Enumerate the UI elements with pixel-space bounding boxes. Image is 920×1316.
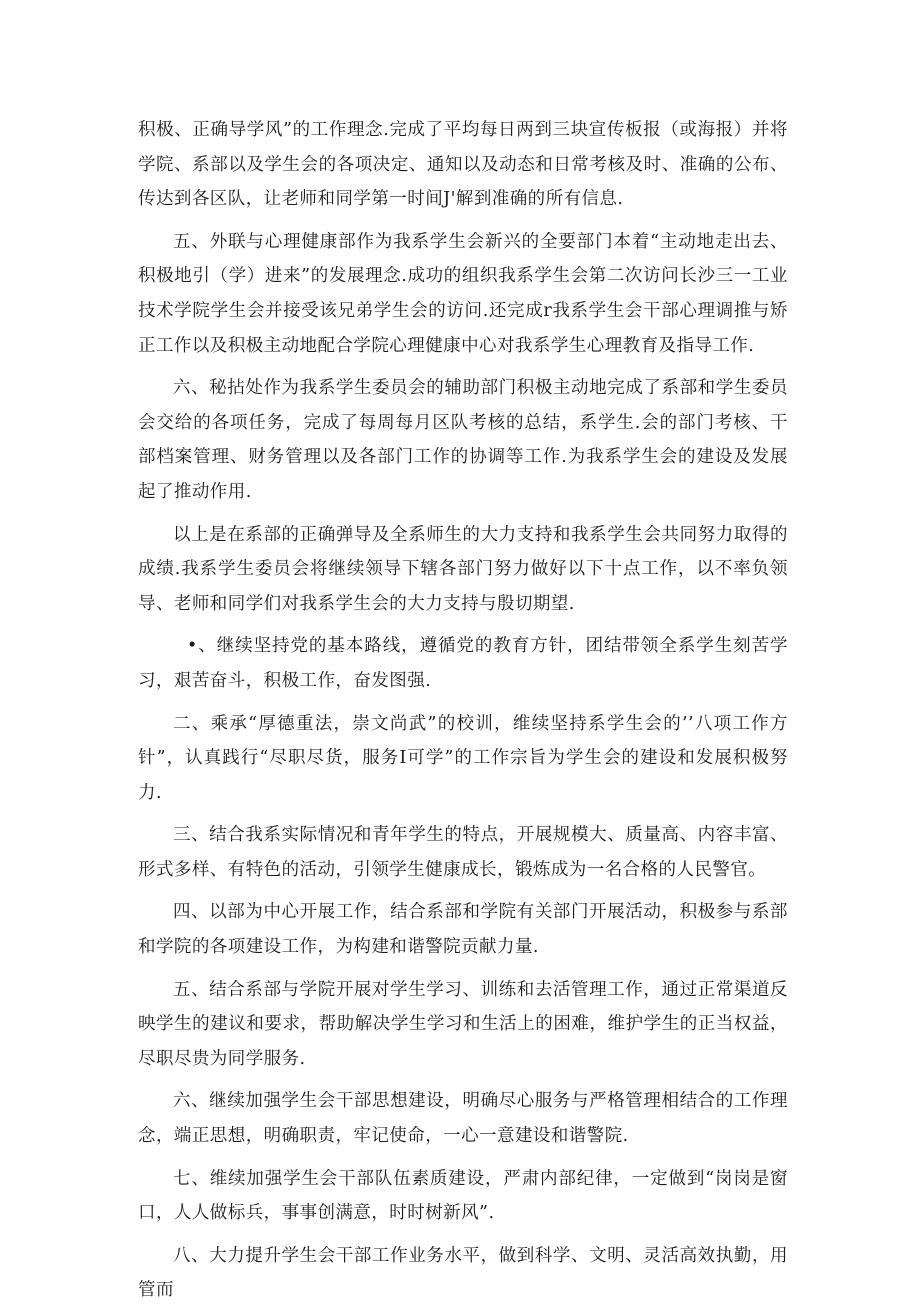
paragraph-item-3: 三、结合我系实际情况和青年学生的特点，开展规模大、质量高、内容丰富、形式多样、有特色的活动，引领学生健康成长，锻炼成为一名合格的人民警官。 (138, 825, 788, 880)
paragraph-item-4: 四、以部为中心开展工作，结合系部和学院有关部门开展活动，积极参与系部和学院的各项建设工作，为构建和谐警院贡献力量. (138, 902, 788, 958)
document-body (138, 113, 788, 1316)
paragraph-outreach-dept: 五、外联与心理健康部作为我系学生会新兴的全要部门本着“主动地走出去、积极地引（学）进来”的发展理念.成功的组织我系学生会第二次访问长沙三一工业技术学院学生会并接受该兄弟学生会的访问.还完成r我系学生会干部心理调推与矫正工作以及积极主动地配合学院心理健康中心对我系学生心理教育及指导工作. (138, 231, 788, 356)
paragraph-summary: 以上是在系部的正确弹导及全系师生的大力支持和我系学生会共同努力取得的成绩.我系学生委员会将继续领导下辖各部门努力做好以下十点工作，以不率负领导、老师和同学们对我系学生会的大力支持与殷切期望. (138, 524, 788, 614)
paragraph-item-2: 二、乘承“厚德重法，崇文尚武”的校训，维续坚持系学生会的’’八项工作方针”，认真践行“尽职尽货，服务I可学”的工作宗旨为学生会的建设和发展积极努力. (138, 713, 788, 803)
paragraph-secretariat: 六、秘拈处作为我系学生委员会的辅助部门积极主动地完成了系部和学生委员会交给的各项任务，完成了每周每月区队考核的总结，系学生.会的部门考核、干部档案管理、财务管理以及各部门工作的协调等工作.为我系学生会的建设及发展起了推动作用. (138, 378, 788, 502)
paragraph-item-1: •、继续坚持党的基本路线，遵循党的教育方针，团结带领全系学生刻苦学习，艰苦奋斗，积极工作，奋发图强. (138, 636, 788, 691)
paragraph-item-5: 五、结合系部与学院开展对学生学习、训练和去活管理工作，通过正常渠道反映学生的建议和要求，帮助解决学生学习和生活上的困难，维护学生的正当权益，尽职尽贵为同学服务. (138, 979, 788, 1069)
paragraph-item-6: 六、继续加强学生会干部思想建设，明确尽心服务与严格管理相结合的工作理念，端正思想，明确职责，牢记使命，一心一意建设和谐警院. (138, 1091, 788, 1147)
paragraph-item-7: 七、维续加强学生会干部队伍素质建设，严肃内部纪律，一定做到“岗岗是窗口，人人做标兵，事事创满意，时时树新风”. (138, 1168, 788, 1224)
paragraph-publicity-continuation: 积极、正确导学风”的工作理念.完成了平均每日两到三块宣传板报（或海报）并将学院、系部以及学生会的各项决定、通知以及动态和日常考核及时、准确的公布、传达到各区队，让老师和同学第一时间J'解到准确的所有信息. (138, 120, 788, 210)
paragraph-item-8: 八、大力提升学生会干部工作业务水平，做到科学、文明、灵活高效执勤，用管而 (138, 1245, 788, 1301)
